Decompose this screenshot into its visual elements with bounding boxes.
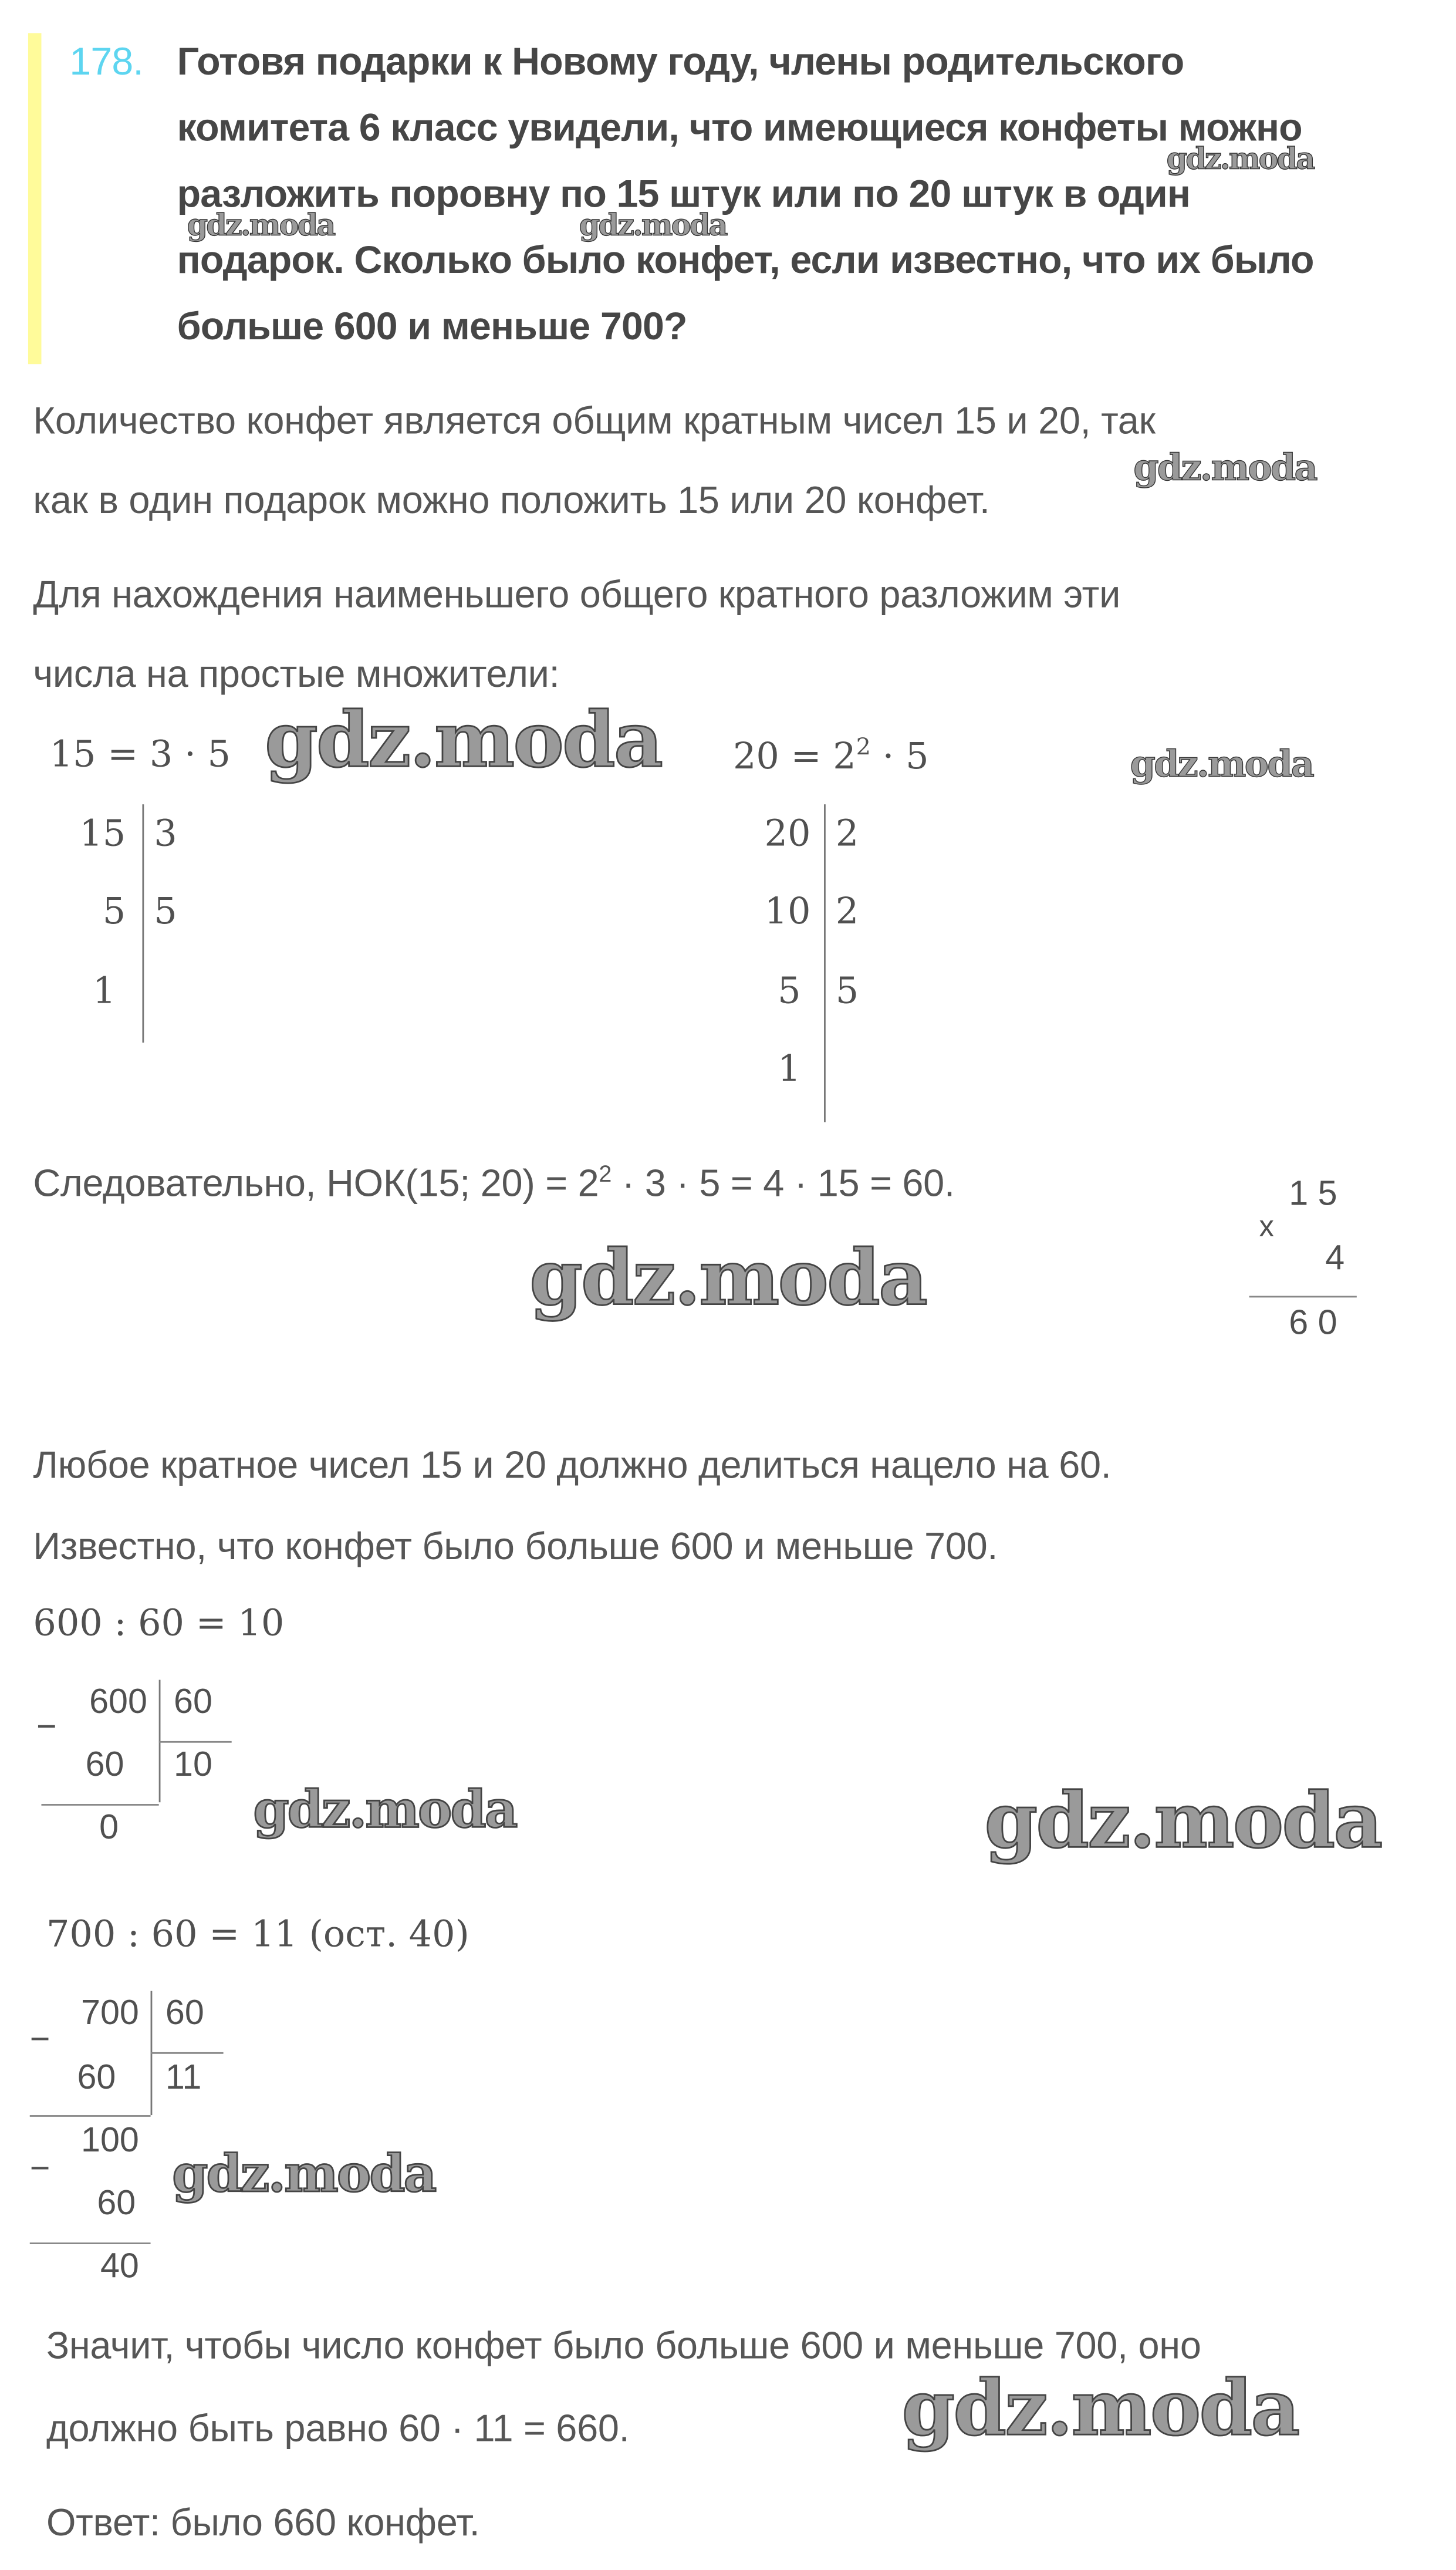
subtrahend: 60 xyxy=(85,1746,124,1785)
quotient: 11 xyxy=(165,2059,202,2097)
table-cell: 1 xyxy=(92,971,116,1013)
watermark: gdz.moda xyxy=(1130,743,1313,787)
watermark: gdz.moda xyxy=(253,1780,516,1841)
division-equation: 600 : 60 = 10 xyxy=(33,1603,285,1645)
watermark: gdz.moda xyxy=(1166,142,1314,177)
watermark: gdz.moda xyxy=(172,2144,435,2205)
table-cell: 3 xyxy=(154,814,177,856)
task-line: разложить поровну по 15 штук или по 20 штук в один xyxy=(177,172,1191,215)
divider-line xyxy=(159,1741,232,1743)
watermark: gdz.moda xyxy=(265,695,662,785)
exponent: 2 xyxy=(856,734,871,761)
paragraph-line: числа на простые множители: xyxy=(33,652,560,696)
minus-sign: − xyxy=(29,2021,50,2059)
watermark: gdz.moda xyxy=(901,2363,1299,2453)
mult-result: 6 0 xyxy=(1289,1304,1337,1343)
lcm-statement xyxy=(33,1160,954,1206)
divisor: 60 xyxy=(165,1994,204,2033)
watermark: gdz.moda xyxy=(529,1233,927,1323)
divider-line xyxy=(41,1804,158,1806)
minus-sign: − xyxy=(36,1708,57,1746)
table-cell: 5 xyxy=(154,892,177,934)
partial-dividend: 100 xyxy=(81,2122,139,2160)
table-cell: 20 xyxy=(764,814,811,856)
table-cell: 1 xyxy=(778,1049,801,1091)
task-line: комитета 6 класс увидели, что имеющиеся конфеты можно xyxy=(177,106,1302,149)
watermark: gdz.moda xyxy=(984,1776,1381,1866)
table-cell: 2 xyxy=(835,892,859,934)
task-number: 178. xyxy=(69,39,144,83)
table-cell: 5 xyxy=(778,971,801,1013)
paragraph-line: Любое кратное чисел 15 и 20 должно делиться нацело на 60. xyxy=(33,1443,1112,1486)
divisor: 60 xyxy=(174,1683,212,1722)
answer: Ответ: было 660 конфет. xyxy=(46,2500,480,2544)
divider-line xyxy=(142,804,144,1043)
paragraph-line: Количество конфет является общим кратным чисел 15 и 20, так xyxy=(33,399,1156,442)
watermark: gdz.moda xyxy=(579,208,727,244)
paragraph-line: как в один подарок можно положить 15 или 20 конфет. xyxy=(33,478,990,522)
division-equation: 700 : 60 = 11 (ост. 40) xyxy=(46,1914,469,1957)
remainder: 40 xyxy=(100,2247,139,2286)
lcm-text: Следовательно, НОК(15; 20) = 2 xyxy=(33,1161,599,1205)
table-cell: 5 xyxy=(835,971,859,1013)
table-cell: 2 xyxy=(835,814,859,856)
mult-b: 4 xyxy=(1325,1239,1345,1278)
factorization-20-tail: · 5 xyxy=(870,737,929,778)
paragraph-line: должно быть равно 60 · 11 = 660. xyxy=(46,2406,630,2450)
factorization-15: 15 = 3 · 5 xyxy=(49,734,231,777)
subtrahend: 60 xyxy=(97,2184,136,2223)
watermark: gdz.moda xyxy=(1133,447,1316,490)
subtrahend: 60 xyxy=(77,2059,116,2097)
dividend: 700 xyxy=(81,1994,139,2033)
factorization-20-base: 20 = 2 xyxy=(732,737,856,778)
paragraph-line: Значит, чтобы число конфет было больше 600 и меньше 700, оно xyxy=(46,2323,1201,2367)
divider-line xyxy=(824,804,826,1122)
mult-a: 1 5 xyxy=(1289,1175,1337,1213)
watermark: gdz.moda xyxy=(187,208,335,244)
lcm-text-tail: · 3 · 5 = 4 · 15 = 60. xyxy=(612,1161,955,1205)
task-line: больше 600 и меньше 700? xyxy=(177,304,687,348)
table-cell: 5 xyxy=(102,892,126,934)
table-cell: 15 xyxy=(79,814,126,856)
dividend: 600 xyxy=(89,1683,147,1722)
divider-line xyxy=(30,2115,151,2117)
table-cell: 10 xyxy=(764,892,811,934)
divider-line xyxy=(30,2242,151,2244)
task-line: Готовя подарки к Новому году, члены родительского xyxy=(177,39,1184,83)
paragraph-line: Известно, что конфет было больше 600 и меньше 700. xyxy=(33,1524,998,1567)
exponent: 2 xyxy=(599,1160,612,1187)
highlight-bar xyxy=(28,33,42,364)
remainder: 0 xyxy=(99,1809,119,1847)
minus-sign: − xyxy=(29,2150,50,2188)
factorization-20 xyxy=(733,735,929,778)
divider-line xyxy=(151,2052,224,2054)
mult-sign: x xyxy=(1259,1209,1274,1243)
mult-line xyxy=(1249,1296,1357,1298)
task-line: подарок. Сколько было конфет, если известно, что их было xyxy=(177,238,1314,282)
quotient: 10 xyxy=(174,1746,212,1785)
paragraph-line: Для нахождения наименьшего общего кратного разложим эти xyxy=(33,572,1121,616)
